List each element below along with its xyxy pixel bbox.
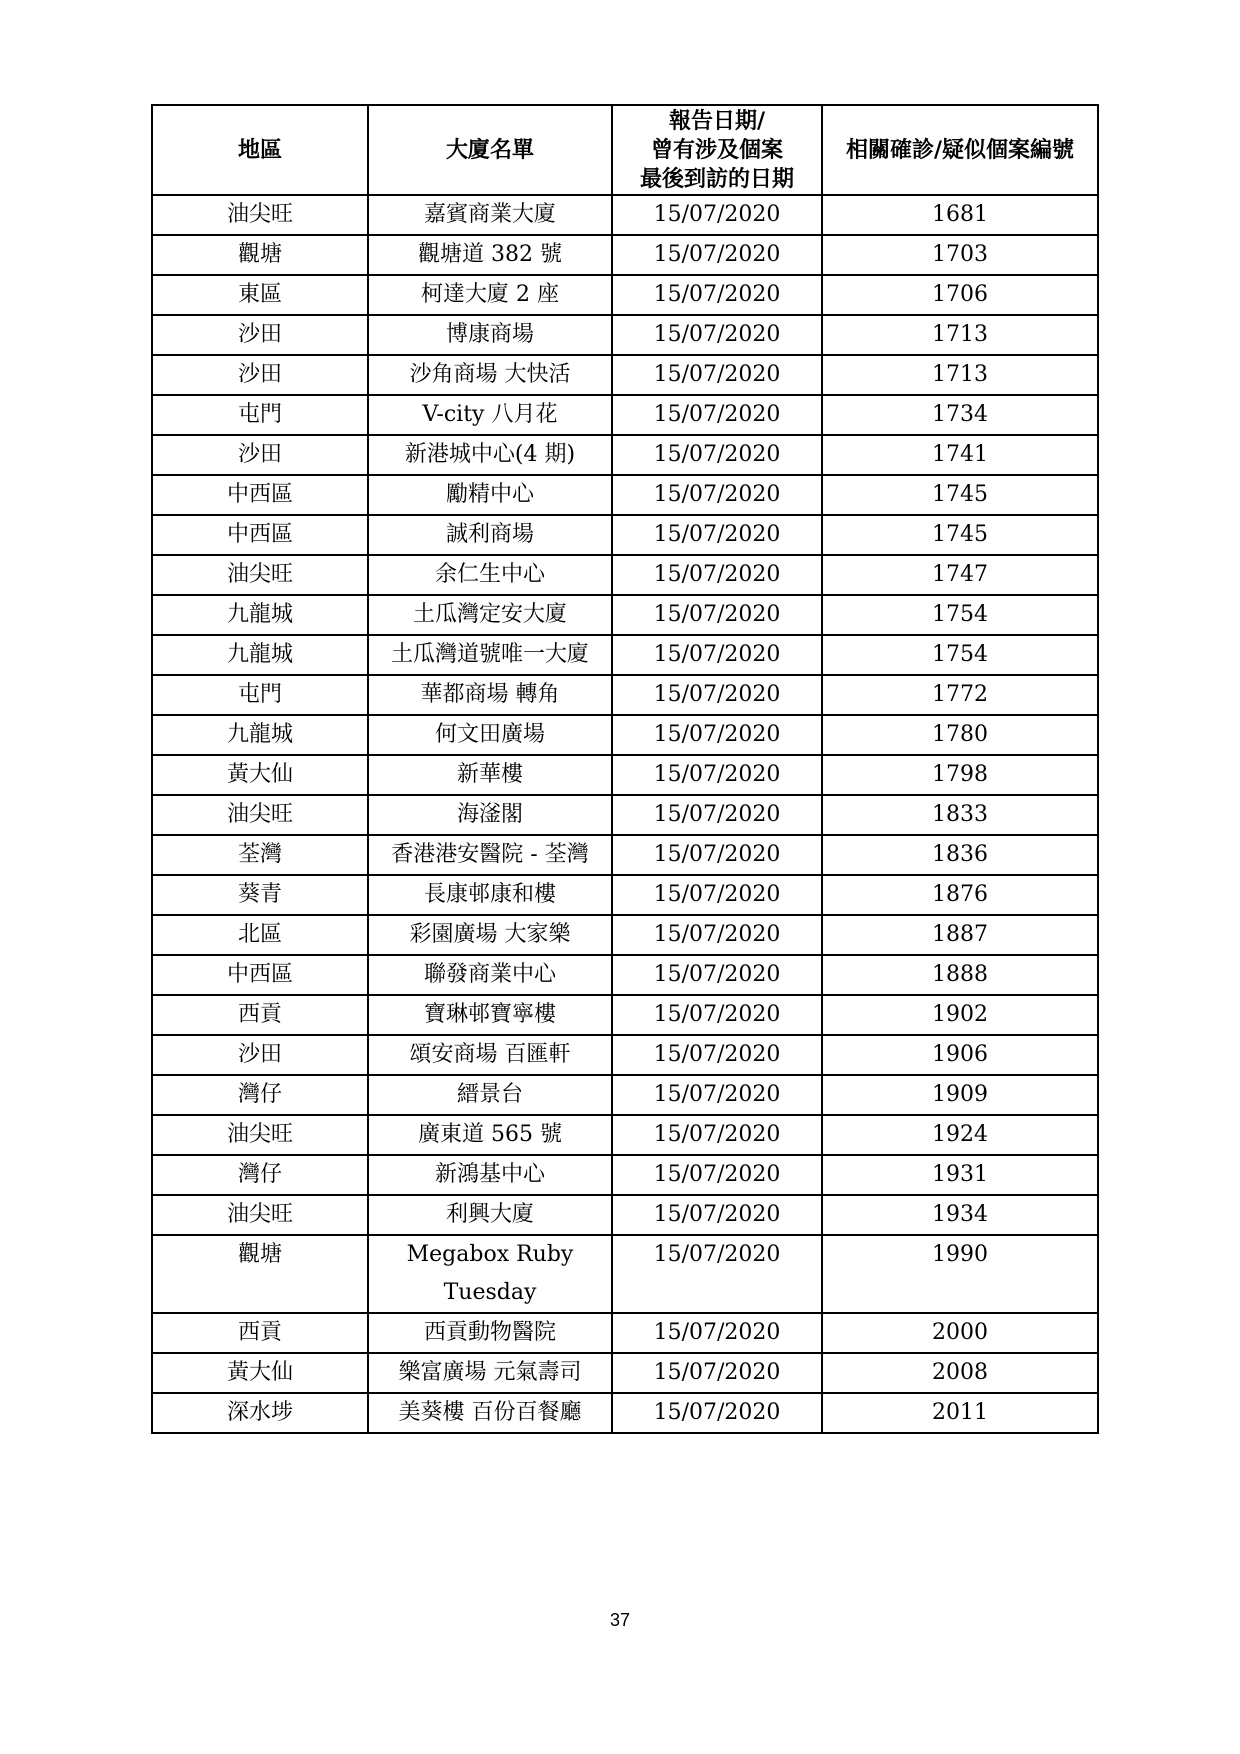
cell-case-number: 1906 xyxy=(822,1035,1098,1075)
cell-date: 15/07/2020 xyxy=(612,755,822,795)
table-row xyxy=(152,355,1098,395)
table-row xyxy=(152,1353,1098,1393)
cell-case-number: 1747 xyxy=(822,555,1098,595)
cell-case-number: 1772 xyxy=(822,675,1098,715)
cell-date: 15/07/2020 xyxy=(612,355,822,395)
cell-district: 油尖旺 xyxy=(152,195,368,235)
table-row xyxy=(152,835,1098,875)
header-district: 地區 xyxy=(152,105,368,195)
table-row xyxy=(152,515,1098,555)
cell-district: 沙田 xyxy=(152,1035,368,1075)
cell-district: 深水埗 xyxy=(152,1393,368,1433)
cell-district: 沙田 xyxy=(152,315,368,355)
table-row xyxy=(152,1313,1098,1353)
cell-building: Megabox Ruby Tuesday xyxy=(368,1235,612,1313)
cell-district: 油尖旺 xyxy=(152,1195,368,1235)
cell-district: 西貢 xyxy=(152,1313,368,1353)
cell-building: 彩園廣場 大家樂 xyxy=(368,915,612,955)
header-case-number: 相關確診/疑似個案編號 xyxy=(822,105,1098,195)
cell-building: 美葵樓 百份百餐廳 xyxy=(368,1393,612,1433)
cell-building: 頌安商場 百匯軒 xyxy=(368,1035,612,1075)
cell-date: 15/07/2020 xyxy=(612,795,822,835)
cell-case-number: 1734 xyxy=(822,395,1098,435)
cell-case-number: 1833 xyxy=(822,795,1098,835)
cell-district: 中西區 xyxy=(152,515,368,555)
cell-date: 15/07/2020 xyxy=(612,1313,822,1353)
header-report-date: 報告日期/ 曾有涉及個案 最後到訪的日期 xyxy=(612,105,822,195)
cell-case-number: 2011 xyxy=(822,1393,1098,1433)
cell-case-number: 2008 xyxy=(822,1353,1098,1393)
cell-date: 15/07/2020 xyxy=(612,195,822,235)
table-row xyxy=(152,1393,1098,1433)
cell-building: 新華樓 xyxy=(368,755,612,795)
cell-case-number: 1836 xyxy=(822,835,1098,875)
cell-case-number: 1703 xyxy=(822,235,1098,275)
cell-date: 15/07/2020 xyxy=(612,315,822,355)
table-row xyxy=(152,1155,1098,1195)
table-row xyxy=(152,555,1098,595)
cell-district: 北區 xyxy=(152,915,368,955)
cell-building: 觀塘道 382 號 xyxy=(368,235,612,275)
cell-case-number: 1887 xyxy=(822,915,1098,955)
page-number: 37 xyxy=(609,1610,631,1630)
cell-case-number: 1876 xyxy=(822,875,1098,915)
table-body xyxy=(152,195,1098,1433)
cell-district: 灣仔 xyxy=(152,1075,368,1115)
table-row xyxy=(152,875,1098,915)
cell-district: 油尖旺 xyxy=(152,795,368,835)
table-row xyxy=(152,1115,1098,1155)
cell-case-number: 2000 xyxy=(822,1313,1098,1353)
cell-date: 15/07/2020 xyxy=(612,475,822,515)
table-row xyxy=(152,1035,1098,1075)
cell-date: 15/07/2020 xyxy=(612,955,822,995)
cell-case-number: 1754 xyxy=(822,635,1098,675)
cell-case-number: 1713 xyxy=(822,355,1098,395)
cell-building: 樂富廣場 元氣壽司 xyxy=(368,1353,612,1393)
cell-building: 香港港安醫院 - 荃灣 xyxy=(368,835,612,875)
cell-case-number: 1798 xyxy=(822,755,1098,795)
cell-district: 黃大仙 xyxy=(152,755,368,795)
cell-date: 15/07/2020 xyxy=(612,995,822,1035)
cell-date: 15/07/2020 xyxy=(612,875,822,915)
cell-building: 新港城中心(4 期) xyxy=(368,435,612,475)
cell-date: 15/07/2020 xyxy=(612,1353,822,1393)
table-row xyxy=(152,275,1098,315)
cell-building: 聯發商業中心 xyxy=(368,955,612,995)
cell-case-number: 1681 xyxy=(822,195,1098,235)
cell-district: 中西區 xyxy=(152,475,368,515)
cell-date: 15/07/2020 xyxy=(612,275,822,315)
table-row xyxy=(152,915,1098,955)
cell-date: 15/07/2020 xyxy=(612,1115,822,1155)
cell-district: 九龍城 xyxy=(152,595,368,635)
cell-district: 中西區 xyxy=(152,955,368,995)
cell-district: 灣仔 xyxy=(152,1155,368,1195)
cell-case-number: 1888 xyxy=(822,955,1098,995)
cell-case-number: 1780 xyxy=(822,715,1098,755)
cell-building: 勵精中心 xyxy=(368,475,612,515)
cell-building: 沙角商場 大快活 xyxy=(368,355,612,395)
cell-building: 利興大廈 xyxy=(368,1195,612,1235)
cell-building: 土瓜灣道號唯一大廈 xyxy=(368,635,612,675)
cell-district: 屯門 xyxy=(152,675,368,715)
table-row xyxy=(152,395,1098,435)
cell-building: 柯達大廈 2 座 xyxy=(368,275,612,315)
table-row xyxy=(152,195,1098,235)
cell-date: 15/07/2020 xyxy=(612,715,822,755)
cell-date: 15/07/2020 xyxy=(612,1195,822,1235)
cell-building: 余仁生中心 xyxy=(368,555,612,595)
cell-district: 東區 xyxy=(152,275,368,315)
header-building: 大廈名單 xyxy=(368,105,612,195)
cell-building: 嘉賓商業大廈 xyxy=(368,195,612,235)
building-list-table xyxy=(151,104,1099,1434)
cell-case-number: 1745 xyxy=(822,475,1098,515)
cell-building: 西貢動物醫院 xyxy=(368,1313,612,1353)
cell-building: 寶琳邨寶寧樓 xyxy=(368,995,612,1035)
cell-district: 油尖旺 xyxy=(152,1115,368,1155)
cell-date: 15/07/2020 xyxy=(612,395,822,435)
cell-building: 何文田廣場 xyxy=(368,715,612,755)
cell-case-number: 1909 xyxy=(822,1075,1098,1115)
cell-date: 15/07/2020 xyxy=(612,435,822,475)
cell-building: 新鴻基中心 xyxy=(368,1155,612,1195)
cell-district: 葵青 xyxy=(152,875,368,915)
cell-date: 15/07/2020 xyxy=(612,235,822,275)
table-row xyxy=(152,235,1098,275)
cell-date: 15/07/2020 xyxy=(612,1075,822,1115)
cell-case-number: 1754 xyxy=(822,595,1098,635)
cell-date: 15/07/2020 xyxy=(612,635,822,675)
table-row xyxy=(152,1235,1098,1313)
cell-district: 九龍城 xyxy=(152,635,368,675)
cell-case-number: 1741 xyxy=(822,435,1098,475)
cell-date: 15/07/2020 xyxy=(612,1393,822,1433)
cell-case-number: 1931 xyxy=(822,1155,1098,1195)
cell-case-number: 1706 xyxy=(822,275,1098,315)
cell-building: 長康邨康和樓 xyxy=(368,875,612,915)
cell-case-number: 1902 xyxy=(822,995,1098,1035)
cell-date: 15/07/2020 xyxy=(612,1035,822,1075)
cell-district: 沙田 xyxy=(152,435,368,475)
cell-date: 15/07/2020 xyxy=(612,675,822,715)
cell-date: 15/07/2020 xyxy=(612,915,822,955)
cell-district: 沙田 xyxy=(152,355,368,395)
table-row xyxy=(152,595,1098,635)
cell-district: 觀塘 xyxy=(152,1235,368,1313)
cell-date: 15/07/2020 xyxy=(612,1155,822,1195)
cell-case-number: 1990 xyxy=(822,1235,1098,1313)
cell-district: 荃灣 xyxy=(152,835,368,875)
cell-building: 華都商場 轉角 xyxy=(368,675,612,715)
cell-building: 誠利商場 xyxy=(368,515,612,555)
table-row xyxy=(152,795,1098,835)
table-row xyxy=(152,995,1098,1035)
cell-building: 海滏閣 xyxy=(368,795,612,835)
table-row xyxy=(152,635,1098,675)
table-row xyxy=(152,1075,1098,1115)
cell-case-number: 1745 xyxy=(822,515,1098,555)
cell-district: 九龍城 xyxy=(152,715,368,755)
cell-building: 縉景台 xyxy=(368,1075,612,1115)
table-row xyxy=(152,715,1098,755)
table-row xyxy=(152,675,1098,715)
cell-district: 觀塘 xyxy=(152,235,368,275)
cell-building: 博康商場 xyxy=(368,315,612,355)
cell-building: 土瓜灣定安大廈 xyxy=(368,595,612,635)
table-row xyxy=(152,955,1098,995)
table-row xyxy=(152,755,1098,795)
cell-date: 15/07/2020 xyxy=(612,555,822,595)
table-row xyxy=(152,435,1098,475)
cell-district: 屯門 xyxy=(152,395,368,435)
cell-case-number: 1934 xyxy=(822,1195,1098,1235)
table-header-row xyxy=(152,105,1098,195)
cell-building: 廣東道 565 號 xyxy=(368,1115,612,1155)
cell-case-number: 1924 xyxy=(822,1115,1098,1155)
cell-date: 15/07/2020 xyxy=(612,595,822,635)
cell-district: 黃大仙 xyxy=(152,1353,368,1393)
cell-building: V-city 八月花 xyxy=(368,395,612,435)
cell-date: 15/07/2020 xyxy=(612,1235,822,1313)
cell-case-number: 1713 xyxy=(822,315,1098,355)
table-row xyxy=(152,315,1098,355)
cell-date: 15/07/2020 xyxy=(612,515,822,555)
table-row xyxy=(152,475,1098,515)
table-row xyxy=(152,1195,1098,1235)
cell-district: 油尖旺 xyxy=(152,555,368,595)
cell-date: 15/07/2020 xyxy=(612,835,822,875)
cell-district: 西貢 xyxy=(152,995,368,1035)
